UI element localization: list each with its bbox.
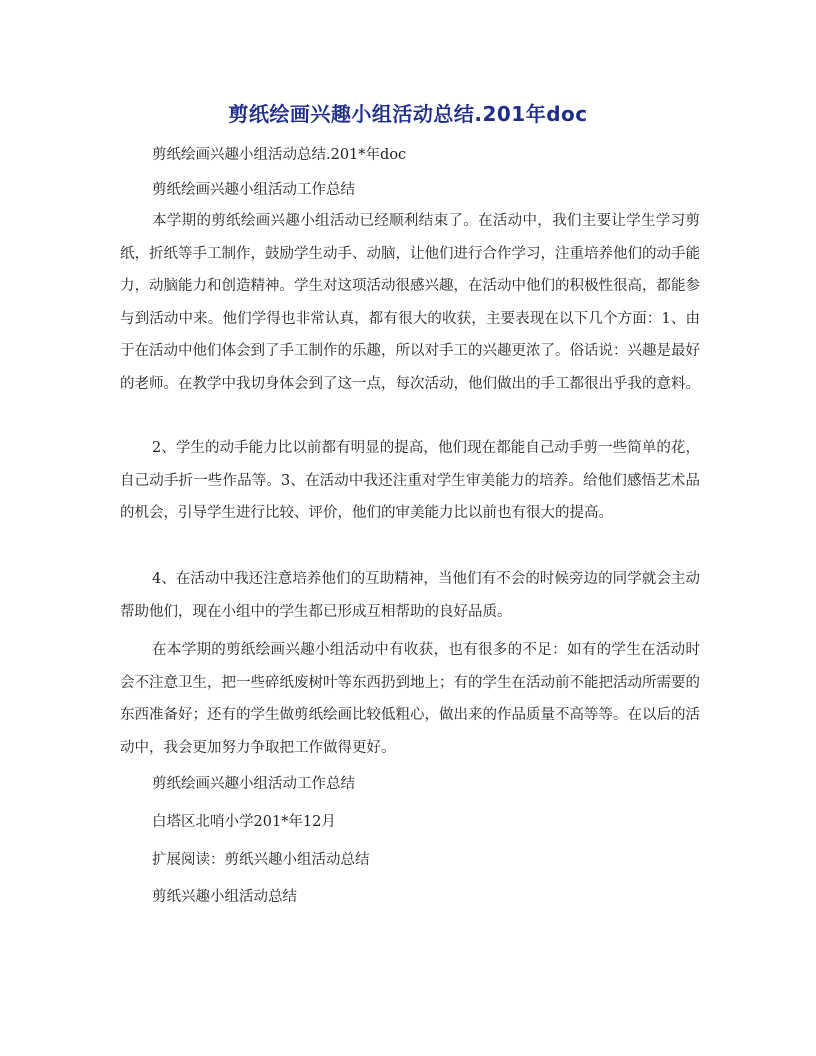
document-subtitle: 剪纸绘画兴趣小组活动总结.201*年doc	[152, 147, 407, 163]
paragraph-2: 2、学生的动手能力比以前都有明显的提高，他们现在都能自己动手剪一些简单的花，自己动手折一些作品等。3、在活动中我还注重对学生审美能力的培养。给他们感悟艺术品的机会，引导学生进行比较、评价，他们的审美能力比以前也有很大的提高。	[120, 440, 700, 521]
paragraph-4: 在本学期的剪纸绘画兴趣小组活动中有收获，也有很多的不足：如有的学生在活动时会不注意卫生，把一些碎纸废树叶等东西扔到地上；有的学生在活动前不能把活动所需要的东西准备好；还有的学生做剪纸绘画比较低粗心，做出来的作品质量不高等等。在以后的活动中，我会更加努力争取把工作做得更好。	[120, 642, 700, 756]
section-heading: 剪纸绘画兴趣小组活动工作总结	[152, 182, 355, 198]
next-section-title: 剪纸兴趣小组活动总结	[152, 889, 297, 905]
document-title: 剪纸绘画兴趣小组活动总结.201年doc	[228, 102, 588, 126]
paragraph-1: 本学期的剪纸绘画兴趣小组活动已经顺利结束了。在活动中，我们主要让学生学习剪纸，折纸等手工制作，鼓励学生动手、动脑，让他们进行合作学习，注重培养他们的动手能力，动脑能力和创造精神。学生对这项活动很感兴趣，在活动中他们的积极性很高，都能参与到活动中来。他们学得也非常认真，都有很大的收获，主要表现在以下几个方面：1、由于在活动中他们体会到了手工制作的乐趣，所以对手工的兴趣更浓了。俗话说：兴趣是最好的老师。在教学中我切身体会到了这一点，每次活动，他们做出的手工都很出乎我的意料。	[120, 213, 700, 392]
paragraph-3: 4、在活动中我还注意培养他们的互助精神，当他们有不会的时候旁边的同学就会主动帮助他们，现在小组中的学生都已形成互相帮助的良好品质。	[120, 571, 700, 620]
school-date: 白塔区北哨小学201*年12月	[152, 814, 336, 830]
extended-reading: 扩展阅读：剪纸兴趣小组活动总结	[152, 852, 370, 868]
footer-heading: 剪纸绘画兴趣小组活动工作总结	[152, 776, 355, 792]
